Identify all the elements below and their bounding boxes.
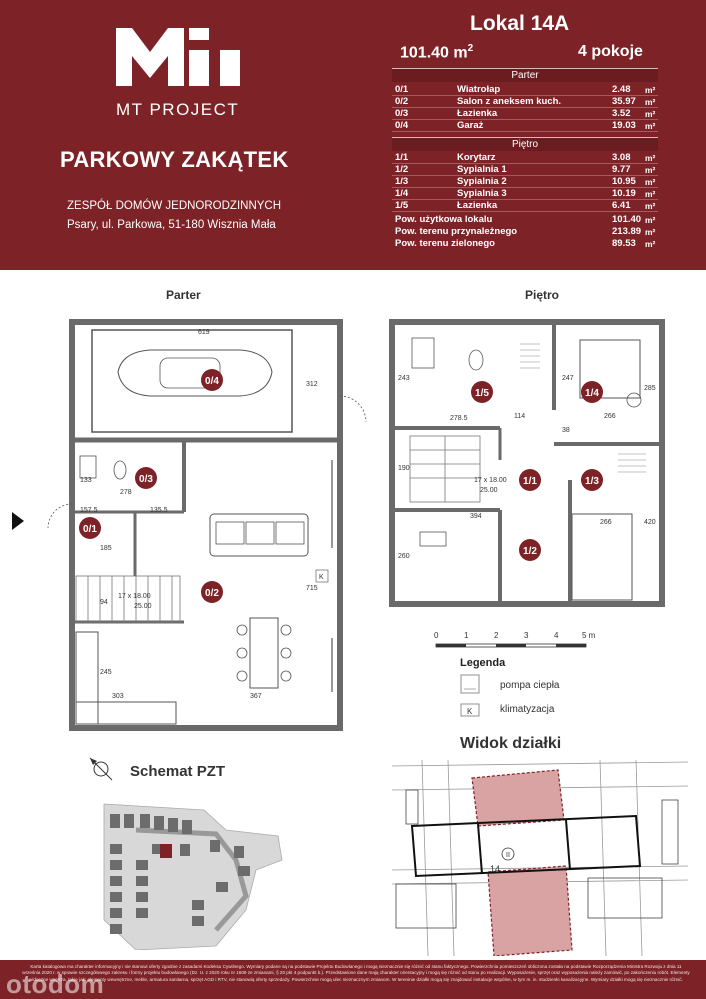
svg-text:K: K (319, 574, 324, 581)
parter-plan-title: Parter (166, 288, 201, 302)
room-label-0-3: 0/3 (139, 474, 153, 485)
svg-text:190: 190 (398, 465, 410, 472)
svg-text:17 x 18.00: 17 x 18.00 (474, 477, 507, 484)
svg-text:312: 312 (306, 381, 318, 388)
svg-text:260: 260 (398, 553, 410, 560)
room-label-0-4: 0/4 (205, 376, 219, 387)
plot-title: Widok działki (460, 735, 562, 752)
unit-title: Lokal 14A (470, 12, 570, 35)
compass-icon (86, 754, 116, 784)
svg-text:25.00: 25.00 (134, 603, 152, 610)
svg-text:4: 4 (554, 631, 559, 640)
unit-rooms: 4 pokoje (578, 43, 643, 60)
ac-icon (460, 703, 480, 717)
legend-heat-pump: pompa ciepła (500, 680, 560, 691)
unit-area: 101.40 $m^2$ (400, 43, 474, 62)
room-row: 1/5 Łazienka 6.41 m² (392, 200, 658, 212)
room-label-1-1: 1/1 (523, 476, 537, 487)
summary-row: Pow. terenu przynależnego 213.89 m² (395, 226, 656, 237)
room-row: 0/1 Wiatrołap 2.48 m² (392, 84, 658, 96)
svg-text:135.5: 135.5 (150, 507, 168, 514)
pietro-plan (392, 322, 662, 604)
room-row: 1/2 Sypialnia 1 9.77 m² (392, 164, 658, 176)
svg-text:185: 185 (100, 545, 112, 552)
room-label-1-5: 1/5 (475, 388, 489, 399)
plot-lot-number: 14 (490, 864, 501, 874)
ac-markers (316, 570, 328, 582)
svg-text:278: 278 (120, 489, 132, 496)
svg-text:3: 3 (524, 631, 529, 640)
plot-upper-area (472, 770, 564, 826)
svg-text:266: 266 (600, 519, 612, 526)
svg-text:247: 247 (562, 375, 574, 382)
room-row: 1/1 Korytarz 3.08 m² (392, 152, 658, 164)
pzt-site-plan (96, 800, 296, 950)
parter-band: Parter (392, 68, 658, 82)
heat-pump-icon (460, 674, 480, 694)
otodom-watermark: otodom (6, 969, 105, 999)
pzt-title: Schemat PZT (130, 763, 226, 780)
room-label-1-3: 1/3 (585, 476, 599, 487)
svg-text:5 m: 5 m (582, 631, 596, 640)
room-label-0-2: 0/2 (205, 588, 219, 599)
brand-name: MT PROJECT (116, 100, 240, 119)
entrance-arrow-icon (12, 512, 24, 530)
floor-plans (0, 300, 706, 740)
project-title: PARKOWY ZAKĄTEK (60, 147, 289, 172)
summary-row: Pow. użytkowa lokalu 101.40 m² (395, 214, 656, 225)
pzt-highlight-lot (160, 844, 172, 858)
svg-text:1: 1 (464, 631, 469, 640)
plot-house-mark: II (506, 852, 510, 859)
room-row: 0/3 Łazienka 3.52 m² (392, 108, 658, 120)
svg-text:114: 114 (514, 413, 526, 420)
svg-text:245: 245 (100, 669, 112, 676)
room-row: 1/3 Sypialnia 2 10.95 m² (392, 176, 658, 188)
room-label-1-2: 1/2 (523, 546, 537, 557)
svg-text:420: 420 (644, 519, 656, 526)
legend-ac: klimatyzacja (500, 704, 555, 715)
disclaimer-text: Karta katalogowa ma charakter informacyjny i nie stanowi oferty zgodnie z zasadami Kodeksu Cywilnego. Wymiary podane są na podstawie Projektu Budowlanego i mogą nieznacznie się różnić od stanu faktycznego. Powierzchnia pomieszczeń obliczona została na podstawie Rozporządzenia Ministra Rozwoju z dnia 11 września 2020 r. w sprawie szczegółowego zakresu i formy projektu budowlanego (Dz. U. z 2020 roku nr 1609 ze zmianami, § 20 pkt 4 podpunkt b.). Przedstawione dane mają charakter orientacyjny i mogą się różnić od stanu po realizacji. Wyposażenie, sprzęt oraz wyposażenia należy zamówić, po zakończeniu robót. Elementy widoczne wnętrza, takie jak: elementy wewnętrzne, meble, armatura sanitarna, sprzęt AGD i RTV, nie stanowią oferty sprzedaży. Powierzchnie mogą ulec nieznacznym zmianom. W tereninie działki mogą się znajdować instalacje wspólne, w tym m. in. studzienki kanalizacyjne. Wymiary działki mogą się nieznacznie różnić. (22, 964, 690, 982)
svg-text:157.5: 157.5 (80, 507, 98, 514)
mt-logo-icon (116, 28, 240, 86)
svg-text:K: K (467, 707, 473, 716)
header-band (0, 0, 706, 270)
svg-text:0: 0 (434, 631, 439, 640)
legend-title: Legenda (460, 657, 506, 669)
project-subtitle: ZESPÓŁ DOMÓW JEDNORODZINNYCH (67, 200, 282, 212)
room-label-1-4: 1/4 (585, 388, 599, 399)
pietro-plan-title: Piętro (525, 288, 560, 302)
svg-text:715: 715 (306, 585, 318, 592)
parter-room-labels (79, 369, 223, 603)
svg-text:285: 285 (644, 385, 656, 392)
scale-bar (434, 631, 596, 647)
svg-text:243: 243 (398, 375, 410, 382)
svg-text:394: 394 (470, 513, 482, 520)
room-label-0-1: 0/1 (83, 524, 97, 535)
svg-text:38: 38 (562, 427, 570, 434)
svg-text:2: 2 (494, 631, 499, 640)
svg-text:25.00: 25.00 (480, 487, 498, 494)
svg-text:367: 367 (250, 693, 262, 700)
room-row: 0/2 Salon z aneksem kuch. 35.97 m² (392, 96, 658, 108)
svg-text:94: 94 (100, 599, 108, 606)
svg-text:266: 266 (604, 413, 616, 420)
svg-text:17 x 18.00: 17 x 18.00 (118, 593, 151, 600)
svg-text:303: 303 (112, 693, 124, 700)
plot-view-map (392, 760, 688, 956)
room-row: 1/4 Sypialnia 3 10.19 m² (392, 188, 658, 200)
footer-band (0, 960, 706, 999)
svg-text:278.5: 278.5 (450, 415, 468, 422)
pietro-band: Piętro (392, 137, 658, 151)
plot-lower-area (488, 866, 572, 956)
pietro-room-labels (471, 381, 603, 561)
svg-text:619: 619 (198, 329, 210, 336)
svg-text:133: 133 (80, 477, 92, 484)
summary-row: Pow. terenu zielonego 89.53 m² (395, 238, 656, 249)
project-address: Psary, ul. Parkowa, 51-180 Wisznia Mała (67, 219, 276, 231)
room-row: 0/4 Garaż 19.03 m² (392, 120, 658, 132)
